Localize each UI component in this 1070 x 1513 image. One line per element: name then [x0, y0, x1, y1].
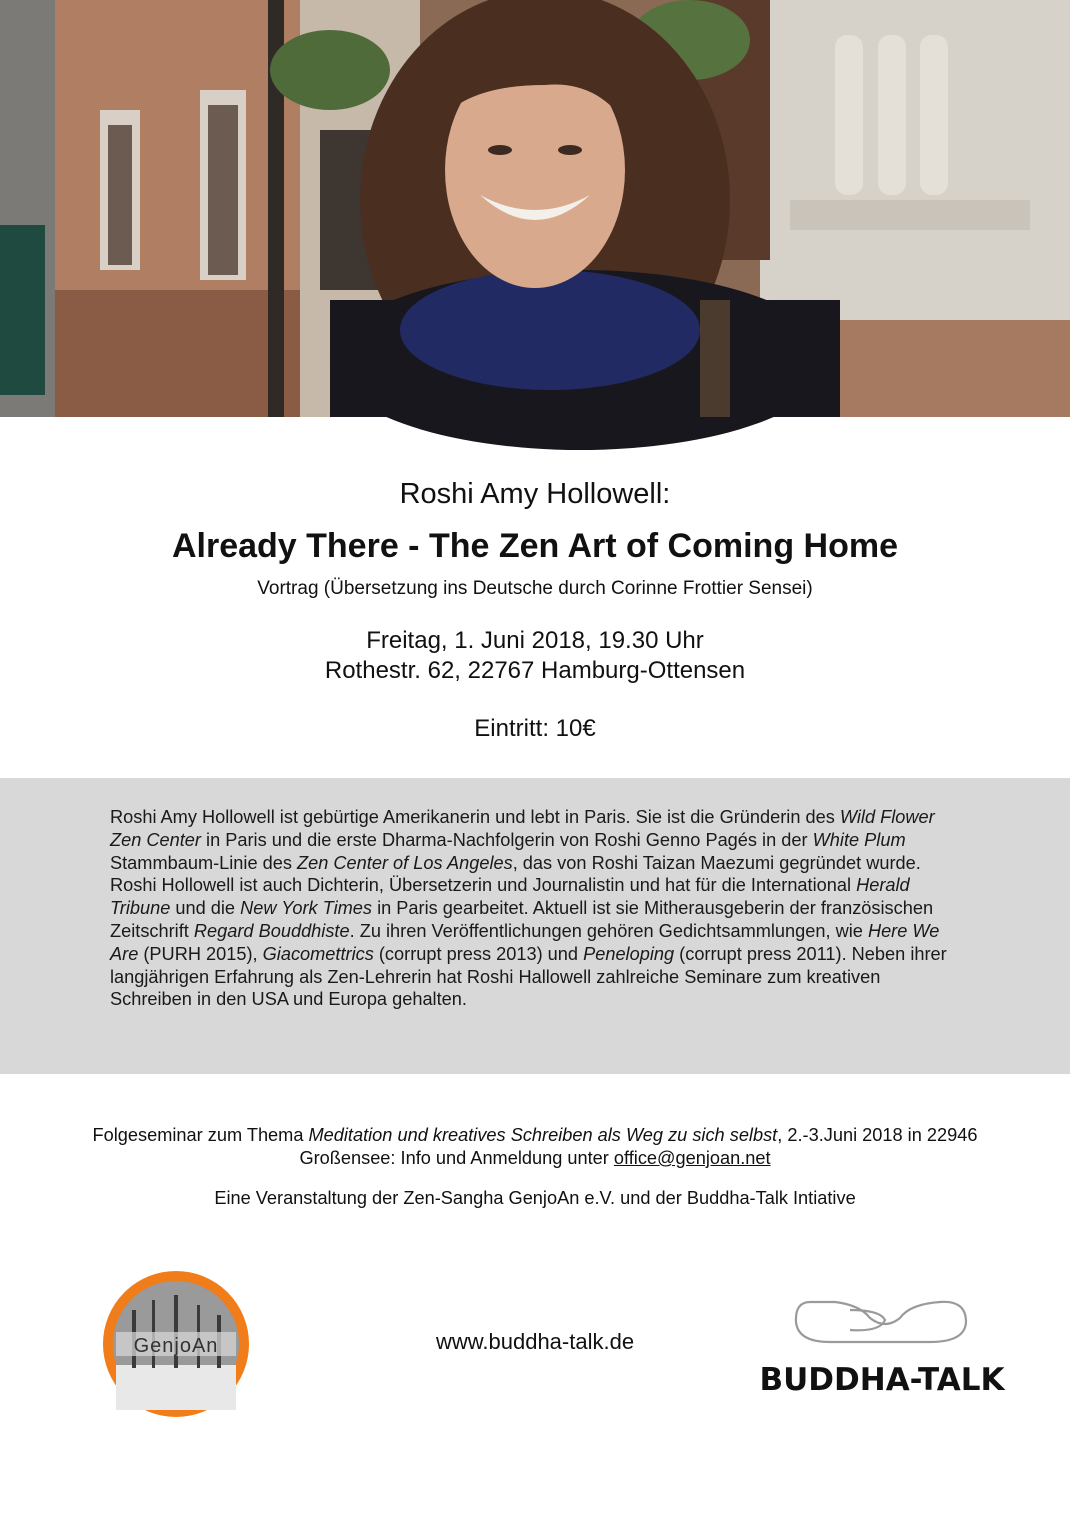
bio-fragment: (PURH 2015), [138, 943, 263, 964]
bio-italic: White Plum [812, 829, 906, 850]
bio-section [0, 778, 1070, 1074]
event-date: Freitag, 1. Juni 2018, 19.30 Uhr [366, 627, 704, 654]
bio-italic: Wild Flower Zen Center [110, 807, 935, 850]
event-address: Rothestr. 62, 22767 Hamburg-Ottensen [324, 657, 746, 684]
followup-prefix: Folgeseminar zum Thema [92, 1125, 309, 1145]
talk-title: Already There - The Zen Art of Coming Home [171, 527, 899, 565]
followup-topic: Meditation und kreatives Schreiben als Weg zu sich selbst [308, 1125, 778, 1145]
bio-text [110, 806, 960, 1011]
bio-fragment: in Paris und die erste Dharma-Nachfolgerin von Roshi Genno Pagés in der [200, 829, 813, 850]
bio-italic: Herald Tribune [110, 875, 910, 919]
bio-fragment: , das von Roshi Taizan Maezumi gegründet wurde. Roshi Hollowell ist auch Dichterin, Übersetzerin und Journalistin und hat für die International [110, 852, 921, 896]
organizers-note: Eine Veranstaltung der Zen-Sangha GenjoAn e.V. und der Buddha-Talk Intiative [214, 1188, 856, 1208]
buddha-talk-logo [759, 1290, 1005, 1400]
bio-italic: Giacomettrics [262, 943, 374, 964]
talk-subtitle: Vortrag (Übersetzung ins Deutsche durch Corinne Frottier Sensei) [257, 578, 813, 599]
genjoan-logo [102, 1270, 250, 1418]
followup-suffix: , 2.-3.Juni 2018 in 22946 Großensee: Info und Anmeldung unter [299, 1125, 978, 1168]
bio-italic: Peneloping [583, 943, 675, 964]
buddha-talk-logo-text: BUDDHA-TALK [759, 1362, 1005, 1398]
bio-fragment: und die [170, 898, 241, 919]
bio-fragment: Stammbaum-Linie des [110, 852, 298, 873]
bio-italic: New York Times [240, 898, 373, 919]
event-admission: Eintritt: 10€ [474, 715, 596, 742]
bio-fragment: . Zu ihren Veröffentlichungen gehören Gedichtsammlungen, wie [349, 920, 868, 941]
bio-italic: Here We Are [110, 920, 940, 964]
bio-fragment: in Paris gearbeitet. Aktuell ist sie Mitherausgeberin der französischen Zeitschrift [110, 898, 934, 941]
bio-italic: Regard Bouddhiste [193, 920, 350, 941]
genjoan-logo-text: GenjoAn [133, 1335, 219, 1357]
speaker-portrait-image [0, 0, 1070, 417]
website-link[interactable]: www.buddha-talk.de [435, 1329, 635, 1354]
bio-fragment: (corrupt press 2013) und [373, 943, 584, 964]
bio-italic: Zen Center of Los Angeles [297, 852, 513, 873]
followup-seminar [90, 1124, 980, 1170]
email-link[interactable]: office@genjoan.net [613, 1148, 771, 1168]
bio-fragment: (corrupt press 2011). Neben ihrer langjährigen Erfahrung als Zen-Lehrerin hat Roshi Hallowell zahlreiche Seminare zum kreativen Schreiben in den USA und Europa gehalten. [110, 943, 947, 1010]
speaker-name: Roshi Amy Hollowell: [399, 478, 671, 510]
header-photo [0, 0, 1070, 417]
bio-fragment: Roshi Amy Hollowell ist gebürtige Amerikanerin und lebt in Paris. Sie ist die Gründerin des [110, 807, 840, 827]
